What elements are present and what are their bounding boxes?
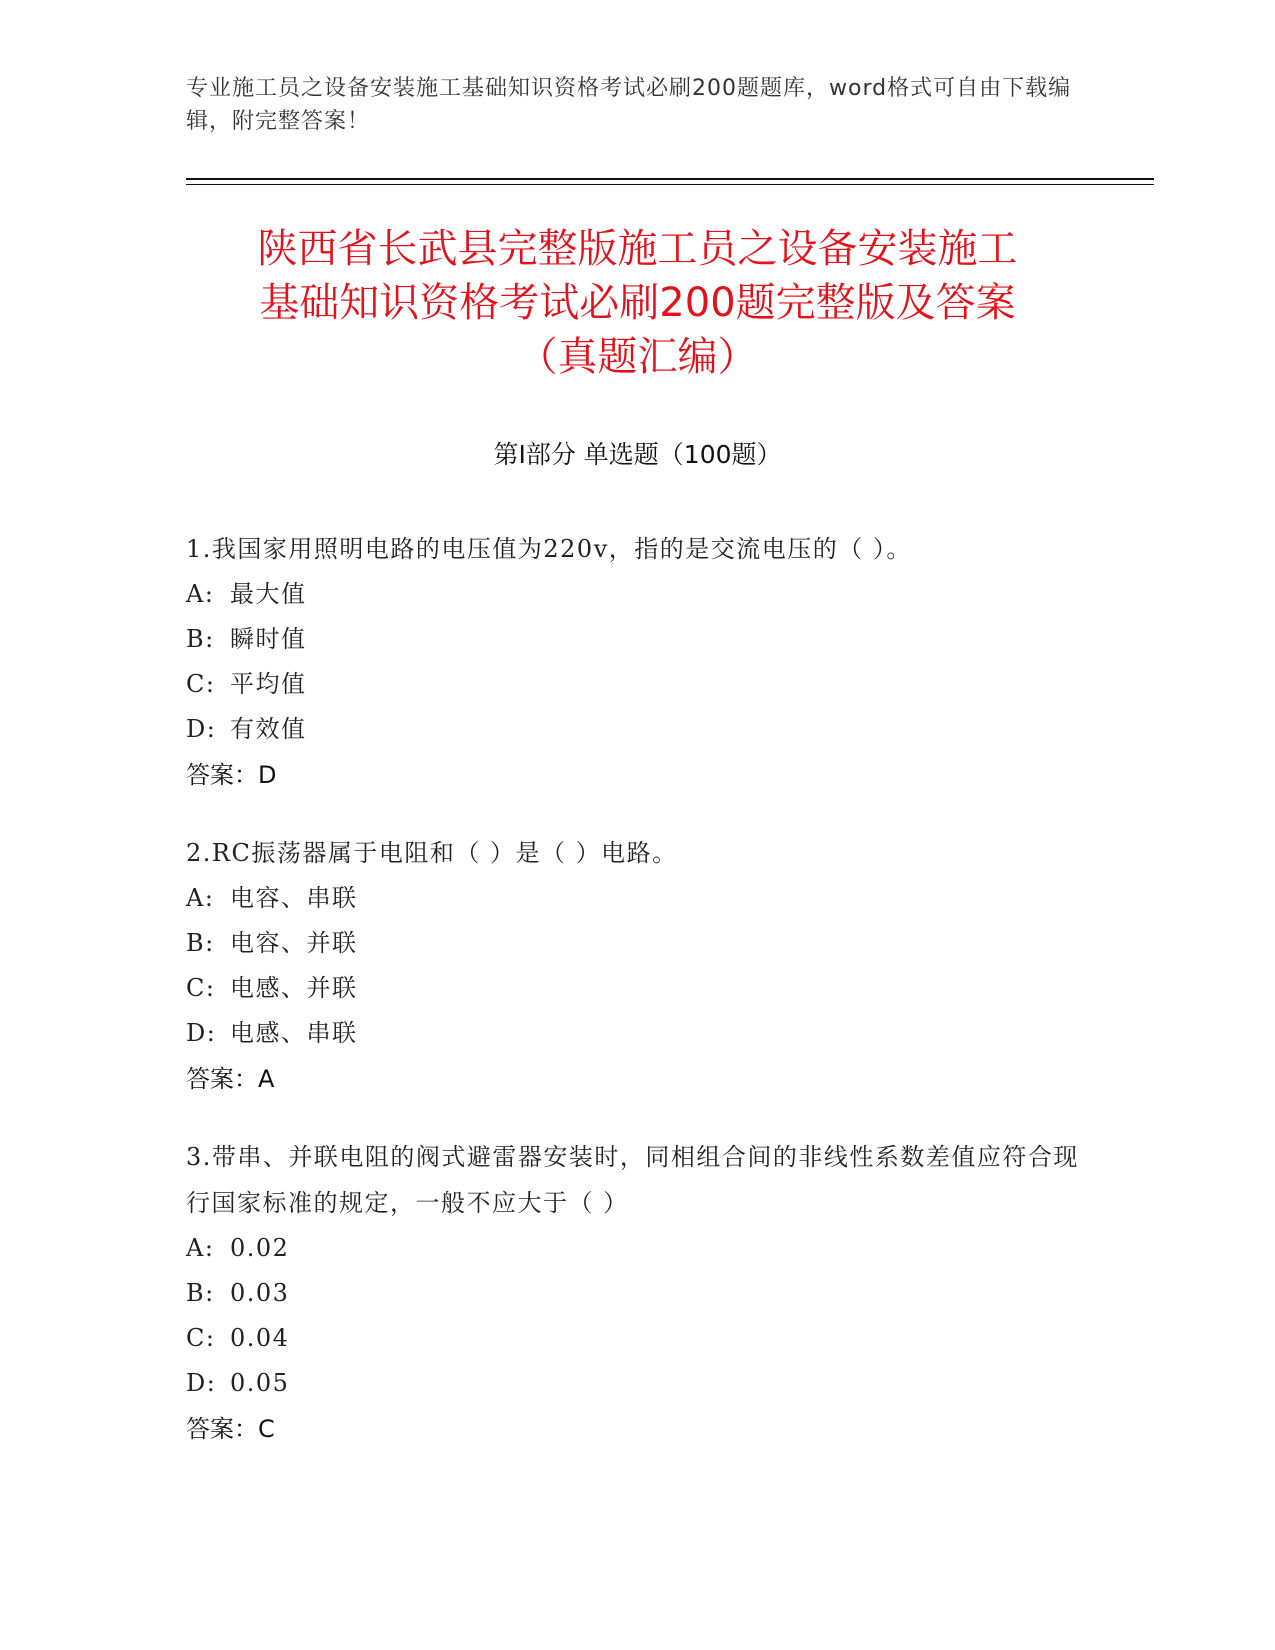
option-text: 0.05 bbox=[230, 1369, 290, 1397]
option-d bbox=[186, 1361, 1086, 1406]
question-2 bbox=[186, 830, 1086, 1102]
option-text: 0.04 bbox=[230, 1324, 290, 1352]
section-title: 第I部分 单选题（100题） bbox=[493, 440, 782, 469]
title-line-1: 陕西省长武县完整版施工员之设备安装施工 bbox=[257, 226, 1018, 272]
question-stem: 2.RC振荡器属于电阻和（ ）是（ ）电路。 bbox=[186, 839, 678, 867]
option-b bbox=[186, 921, 1086, 966]
option-key: C: bbox=[186, 1324, 216, 1352]
option-key: D: bbox=[186, 1369, 217, 1397]
option-d bbox=[186, 707, 1086, 752]
header-note: 专业施工员之设备安装施工基础知识资格考试必刷200题题库，word格式可自由下载编辑，附完整答案！ bbox=[186, 76, 1072, 134]
option-c bbox=[186, 966, 1086, 1011]
option-key: B: bbox=[186, 1279, 215, 1307]
question-1 bbox=[186, 526, 1086, 798]
option-key: B: bbox=[186, 625, 215, 653]
question-stem: 1.我国家用照明电路的电压值为220v，指的是交流电压的（ ）。 bbox=[186, 535, 912, 563]
question-list bbox=[186, 526, 1086, 1484]
option-b bbox=[186, 1271, 1086, 1316]
option-key: C: bbox=[186, 974, 216, 1002]
title-line-3: （真题汇编） bbox=[517, 334, 758, 380]
answer: 答案：A bbox=[186, 1065, 275, 1093]
option-a bbox=[186, 572, 1086, 617]
option-key: A: bbox=[186, 580, 215, 608]
option-key: A: bbox=[186, 1234, 215, 1262]
header-rule-thin bbox=[186, 184, 1154, 185]
answer: 答案：C bbox=[186, 1415, 275, 1443]
option-a bbox=[186, 1226, 1086, 1271]
option-key: B: bbox=[186, 929, 215, 957]
option-key: C: bbox=[186, 670, 216, 698]
option-a bbox=[186, 876, 1086, 921]
option-c bbox=[186, 662, 1086, 707]
option-c bbox=[186, 1316, 1086, 1361]
option-key: A: bbox=[186, 884, 215, 912]
option-text: 电容、串联 bbox=[230, 884, 358, 912]
option-key: D: bbox=[186, 1019, 217, 1047]
option-text: 电容、并联 bbox=[230, 929, 358, 957]
option-key: D: bbox=[186, 715, 217, 743]
answer: 答案：D bbox=[186, 761, 277, 789]
document-title bbox=[150, 222, 1125, 384]
option-text: 平均值 bbox=[230, 670, 307, 698]
option-text: 0.03 bbox=[230, 1279, 290, 1307]
option-b bbox=[186, 617, 1086, 662]
option-text: 有效值 bbox=[230, 715, 307, 743]
option-text: 最大值 bbox=[230, 580, 307, 608]
option-text: 0.02 bbox=[230, 1234, 290, 1262]
title-line-2: 基础知识资格考试必刷200题完整版及答案 bbox=[259, 280, 1016, 326]
header-rule-thick bbox=[186, 178, 1154, 180]
question-3 bbox=[186, 1134, 1086, 1452]
option-text: 瞬时值 bbox=[230, 625, 307, 653]
question-stem: 3.带串、并联电阻的阀式避雷器安装时，同相组合间的非线性系数差值应符合现行国家标准的规定，一般不应大于（ ） bbox=[186, 1143, 1079, 1217]
option-d bbox=[186, 1011, 1086, 1056]
option-text: 电感、并联 bbox=[230, 974, 358, 1002]
option-text: 电感、串联 bbox=[230, 1019, 358, 1047]
